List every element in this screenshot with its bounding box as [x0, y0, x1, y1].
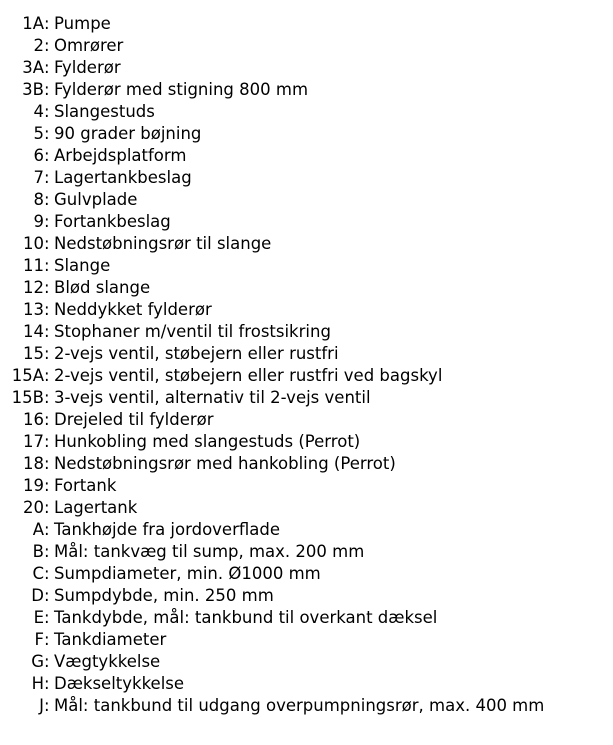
legend-description: Neddykket fylderør [54, 300, 212, 319]
legend-row [0, 585, 613, 607]
legend-description: Arbejdsplatform [54, 146, 187, 165]
legend-row [0, 453, 613, 475]
legend-row [0, 409, 613, 431]
legend-row [0, 651, 613, 673]
legend-description: Sumpdiameter, min. Ø1000 mm [54, 564, 321, 583]
legend-separator: : [44, 212, 50, 231]
legend-description: Fylderør [54, 58, 121, 77]
legend-description: Nedstøbningsrør til slange [54, 234, 272, 253]
legend-separator: : [44, 696, 50, 715]
legend-separator: : [44, 410, 50, 429]
legend-separator: : [44, 652, 50, 671]
legend-row [0, 57, 613, 79]
legend-row [0, 79, 613, 101]
legend-description: Lagertankbeslag [54, 168, 192, 187]
legend-list [0, 13, 613, 717]
legend-separator: : [44, 608, 50, 627]
legend-code: 11 [23, 256, 44, 275]
legend-code: G [31, 652, 44, 671]
legend-row [0, 277, 613, 299]
legend-separator: : [44, 256, 50, 275]
legend-code: F [34, 630, 44, 649]
legend-separator: : [44, 36, 50, 55]
legend-code: 3A [22, 58, 44, 77]
legend-code: 15B [11, 388, 44, 407]
legend-separator: : [44, 388, 50, 407]
legend-code: E [33, 608, 44, 627]
legend-separator: : [44, 278, 50, 297]
legend-code: 4 [33, 102, 44, 121]
legend-separator: : [44, 146, 50, 165]
legend-separator: : [44, 124, 50, 143]
legend-code: 14 [23, 322, 44, 341]
legend-description: Lagertank [54, 498, 138, 517]
legend-description: Slange [54, 256, 111, 275]
legend-separator: : [44, 102, 50, 121]
legend-description: Fortank [54, 476, 117, 495]
legend-code: 9 [33, 212, 44, 231]
legend-row [0, 497, 613, 519]
legend-row [0, 299, 613, 321]
legend-separator: : [44, 498, 50, 517]
legend-code: 8 [33, 190, 44, 209]
legend-code: 2 [33, 36, 44, 55]
legend-row [0, 343, 613, 365]
legend-description: Dækseltykkelse [54, 674, 185, 693]
legend-separator: : [44, 366, 50, 385]
legend-code: 15A [11, 366, 44, 385]
legend-description: Mål: tankbund til udgang overpumpningsrør, max. 400 mm [54, 696, 545, 715]
legend-code: 16 [23, 410, 44, 429]
legend-separator: : [44, 344, 50, 363]
legend-description: Gulvplade [54, 190, 138, 209]
legend-separator: : [44, 234, 50, 253]
legend-code: C [32, 564, 44, 583]
legend-separator: : [44, 520, 50, 539]
legend-description: Fortankbeslag [54, 212, 171, 231]
legend-row [0, 607, 613, 629]
legend-separator: : [44, 190, 50, 209]
legend-description: Mål: tankvæg til sump, max. 200 mm [54, 542, 365, 561]
legend-code: 7 [33, 168, 44, 187]
legend-code: 1A [22, 14, 44, 33]
legend-code: 10 [23, 234, 44, 253]
legend-code: 12 [23, 278, 44, 297]
legend-row [0, 35, 613, 57]
legend-separator: : [44, 58, 50, 77]
legend-code: 18 [23, 454, 44, 473]
legend-code: 15 [23, 344, 44, 363]
legend-description: Tankdiameter [54, 630, 167, 649]
legend-code: 19 [23, 476, 44, 495]
legend-description: 2-vejs ventil, støbejern eller rustfri [54, 344, 339, 363]
legend-description: Stophaner m/ventil til frostsikring [54, 322, 331, 341]
legend-row [0, 673, 613, 695]
legend-row [0, 321, 613, 343]
legend-separator: : [44, 542, 50, 561]
legend-row [0, 541, 613, 563]
legend-description: Tankdybde, mål: tankbund til overkant dæksel [54, 608, 438, 627]
legend-row [0, 123, 613, 145]
legend-description: Omrører [54, 36, 124, 55]
legend-code: H [31, 674, 44, 693]
legend-description: Tankhøjde fra jordoverflade [54, 520, 280, 539]
legend-row [0, 629, 613, 651]
legend-description: Sumpdybde, min. 250 mm [54, 586, 274, 605]
legend-row [0, 695, 613, 717]
legend-code: 13 [23, 300, 44, 319]
legend-description: 90 grader bøjning [54, 124, 202, 143]
legend-row [0, 519, 613, 541]
legend-row [0, 365, 613, 387]
legend-separator: : [44, 454, 50, 473]
legend-row [0, 475, 613, 497]
legend-description: Nedstøbningsrør med hankobling (Perrot) [54, 454, 396, 473]
legend-description: 2-vejs ventil, støbejern eller rustfri ved bagskyl [54, 366, 443, 385]
legend-separator: : [44, 586, 50, 605]
legend-description: Pumpe [54, 14, 111, 33]
legend-code: J [39, 696, 44, 715]
legend-code: A [32, 520, 44, 539]
legend-code: D [31, 586, 44, 605]
legend-separator: : [44, 630, 50, 649]
legend-description: Drejeled til fylderør [54, 410, 214, 429]
legend-row [0, 387, 613, 409]
legend-description: Blød slange [54, 278, 151, 297]
legend-code: 5 [33, 124, 44, 143]
legend-row [0, 211, 613, 233]
legend-code: 17 [23, 432, 44, 451]
legend-code: B [32, 542, 44, 561]
legend-code: 6 [33, 146, 44, 165]
legend-separator: : [44, 300, 50, 319]
legend-separator: : [44, 322, 50, 341]
legend-separator: : [44, 14, 50, 33]
legend-row [0, 13, 613, 35]
legend-row [0, 189, 613, 211]
legend-row [0, 101, 613, 123]
legend-description: Slangestuds [54, 102, 155, 121]
legend-separator: : [44, 674, 50, 693]
legend-row [0, 431, 613, 453]
legend-description: 3-vejs ventil, alternativ til 2-vejs ventil [54, 388, 371, 407]
legend-separator: : [44, 432, 50, 451]
legend-row [0, 145, 613, 167]
legend-separator: : [44, 564, 50, 583]
legend-description: Vægtykkelse [54, 652, 161, 671]
legend-separator: : [44, 168, 50, 187]
legend-row [0, 563, 613, 585]
legend-description: Fylderør med stigning 800 mm [54, 80, 309, 99]
legend-row [0, 255, 613, 277]
legend-separator: : [44, 80, 50, 99]
legend-description: Hunkobling med slangestuds (Perrot) [54, 432, 361, 451]
legend-row [0, 233, 613, 255]
legend-separator: : [44, 476, 50, 495]
legend-code: 20 [23, 498, 44, 517]
legend-row [0, 167, 613, 189]
legend-code: 3B [22, 80, 44, 99]
